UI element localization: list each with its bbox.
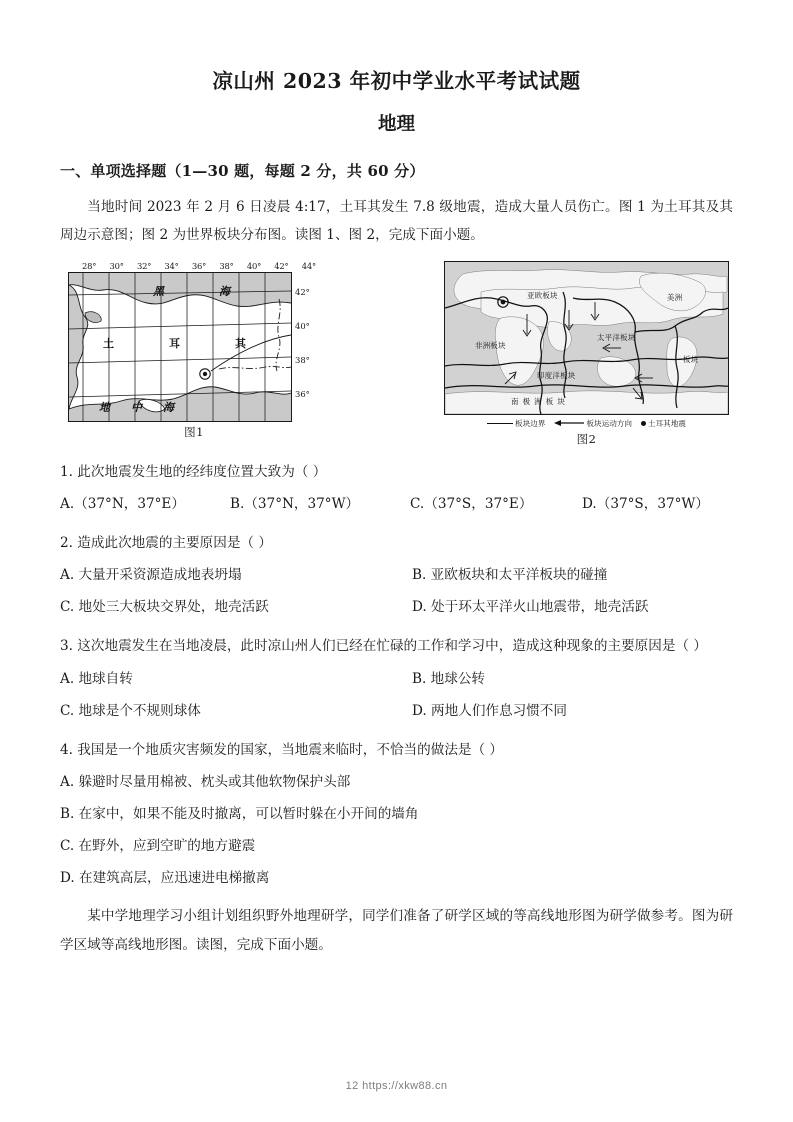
- map-label-turkey-2: 耳: [169, 336, 180, 350]
- legend-item-plate-motion: [554, 418, 632, 429]
- arrow-left-icon: [554, 419, 584, 427]
- lat-tick: 38°: [295, 354, 310, 365]
- map-label-black-sea-1: 黑: [153, 284, 164, 298]
- lat-tick: 42°: [295, 286, 310, 297]
- question-3-stem: 3. 这次地震发生在当地凌晨，此时凉山州人们已经在忙碌的工作和学习中，造成这种现象的主要原因是（ ）: [60, 638, 707, 655]
- lon-tick: 32°: [136, 260, 152, 271]
- option-d[interactable]: D.（37°S，37°W）: [582, 495, 709, 512]
- figure-group: [60, 261, 733, 447]
- option-a[interactable]: A.（37°N，37°E）: [60, 495, 185, 512]
- plate-label-pacific: 太平洋板块: [597, 332, 636, 342]
- option-b[interactable]: B.（37°N，37°W）: [230, 495, 360, 512]
- legend-item-plate-boundary: [487, 418, 545, 429]
- world-plates-map: [444, 261, 729, 415]
- section-heading: 一、单项选择题（1—30 题，每题 2 分，共 60 分）: [60, 161, 425, 180]
- option-d[interactable]: D. 处于环太平洋火山地震带，地壳活跃: [412, 599, 649, 616]
- lon-tick: 38°: [219, 260, 234, 271]
- map-label-mediterranean-2: 中: [131, 400, 142, 414]
- map-label-turkey-3: 其: [235, 336, 246, 350]
- plate-label-americas: 美洲: [667, 292, 683, 302]
- question-1-stem: 1. 此次地震发生地的经纬度位置大致为（ ）: [60, 463, 327, 480]
- map-label-turkey-1: 土: [103, 336, 114, 350]
- lon-tick: 28°: [82, 260, 97, 271]
- figure-1-caption: 图1: [184, 424, 204, 439]
- legend-label: 土耳其地震: [647, 418, 686, 428]
- option-b[interactable]: B. 亚欧板块和太平洋板块的碰撞: [412, 567, 608, 584]
- figure-1-longitude-axis: [68, 261, 320, 271]
- plate-boundary-line-icon: [487, 423, 513, 424]
- lon-tick: 36°: [191, 260, 207, 271]
- question-2-options-row-2: [60, 593, 733, 621]
- option-d[interactable]: D. 在建筑高层，应迅速进电梯撤离: [60, 870, 270, 887]
- lon-tick: 30°: [109, 260, 124, 271]
- question-4-stem: 4. 我国是一个地质灾害频发的国家，当地震来临时，不恰当的做法是（ ）: [60, 741, 504, 758]
- question-4-options: [60, 768, 733, 893]
- option-a[interactable]: A. 地球自转: [60, 670, 133, 687]
- subject-title: 地理: [377, 113, 415, 135]
- question-3-options-row-1: [60, 665, 733, 693]
- option-c[interactable]: C. 地球是个不规则球体: [60, 702, 201, 719]
- option-c[interactable]: C. 在野外，应到空旷的地方避震: [60, 838, 256, 855]
- map-label-mediterranean-1: 地: [99, 400, 110, 414]
- plate-label-indian: 印度洋板块: [537, 370, 576, 380]
- option-a[interactable]: A. 大量开采资源造成地表坍塌: [60, 567, 242, 584]
- option-b[interactable]: B. 地球公转: [412, 670, 486, 687]
- page-title: 凉山州 2023 年初中学业水平考试试题: [212, 69, 581, 93]
- figure-1-latitude-axis: [292, 272, 320, 420]
- option-b[interactable]: B. 在家中，如果不能及时撤离，可以暂时躲在小开间的墙角: [60, 806, 419, 822]
- plate-label-antarctic: 南极洲板块: [511, 396, 569, 406]
- closing-passage: 某中学地理学习小组计划组织野外地理研学，同学们准备了研学区域的等高线地形图为研学做参考。图为研学区域等高线地形图。读图，完成下面小题。: [60, 908, 733, 953]
- legend-label: 板块运动方向: [586, 418, 632, 428]
- map-label-black-sea-2: 海: [219, 284, 230, 298]
- intro-passage: 当地时间 2023 年 2 月 6 日凌晨 4:17，土耳其发生 7.8 级地震，造成大量人员伤亡。图 1 为土耳其及其周边示意图；图 2 为世界板块分布图。读图 1、图 2，完成下面小题。: [60, 198, 733, 243]
- lat-tick: 40°: [295, 320, 310, 331]
- option-a[interactable]: A. 躲避时尽量用棉被、枕头或其他软物保护头部: [60, 773, 351, 790]
- plate-label-americas-plate: 板块: [683, 354, 699, 364]
- question-3-options-row-2: [60, 697, 733, 725]
- lon-tick: 44°: [301, 260, 316, 271]
- question-1-options: [60, 490, 733, 518]
- map-label-mediterranean-3: 海: [163, 400, 174, 414]
- lon-tick: 40°: [246, 260, 262, 271]
- option-c[interactable]: C.（37°S，37°E）: [410, 495, 533, 512]
- legend-label: 板块边界: [515, 418, 546, 428]
- figure-2-legend: [444, 418, 729, 429]
- plate-label-african: 非洲板块: [475, 340, 506, 350]
- legend-item-earthquake: [641, 418, 686, 429]
- lat-tick: 36°: [295, 388, 310, 399]
- lon-tick: 42°: [274, 260, 289, 271]
- turkey-map: [68, 272, 292, 422]
- question-2-options-row-1: [60, 561, 733, 589]
- world-plates-svg: [445, 262, 728, 414]
- figure-2: [444, 261, 729, 447]
- figure-2-caption: 图2: [576, 431, 597, 446]
- figure-1: [68, 261, 320, 447]
- option-d[interactable]: D. 两地人们作息习惯不同: [412, 702, 567, 719]
- page-footer: 12 https://xkw88.cn: [345, 1080, 448, 1092]
- earthquake-dot-icon: [641, 421, 646, 426]
- question-2-stem: 2. 造成此次地震的主要原因是（ ）: [60, 535, 272, 551]
- lon-tick: 34°: [164, 260, 179, 271]
- plate-label-eurasian: 亚欧板块: [527, 290, 558, 300]
- option-c[interactable]: C. 地处三大板块交界处，地壳活跃: [60, 599, 269, 616]
